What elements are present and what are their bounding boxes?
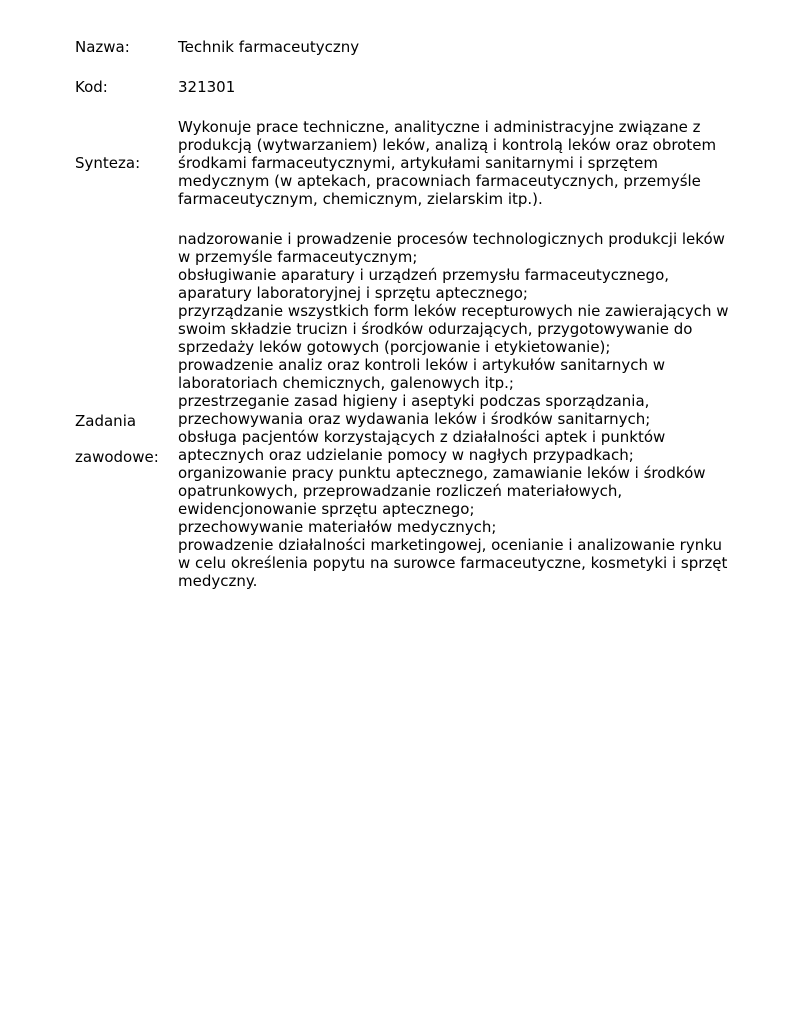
kod-value: 321301 xyxy=(178,78,236,96)
zadania-line: przechowywanie materiałów medycznych; xyxy=(178,518,497,536)
synteza-line: produkcją (wytwarzaniem) leków, analizą i kontrolą leków oraz obrotem xyxy=(178,136,717,154)
synteza-line: medycznym (w aptekach, pracowniach farmaceutycznych, przemyśle xyxy=(178,172,701,190)
zadania-line: w przemyśle farmaceutycznym; xyxy=(178,248,418,266)
synteza-line: farmaceutycznym, chemicznym, zielarskim itp.). xyxy=(178,190,543,208)
synteza-line: środkami farmaceutycznymi, artykułami sanitarnymi i sprzętem xyxy=(178,154,658,172)
zadania-line: obsługa pacjentów korzystających z działalności aptek i punktów xyxy=(178,428,666,446)
zadania-label xyxy=(75,394,175,484)
zadania-label-line: Zadania xyxy=(75,412,137,430)
zadania-line: ewidencjonowanie sprzętu aptecznego; xyxy=(178,500,475,518)
zadania-line: organizowanie pracy punktu aptecznego, zamawianie leków i środków xyxy=(178,464,706,482)
zadania-line: prowadzenie analiz oraz kontroli leków i artykułów sanitarnych w xyxy=(178,356,666,374)
nazwa-value: Technik farmaceutyczny xyxy=(178,38,360,56)
zadania-line: prowadzenie działalności marketingowej, ocenianie i analizowanie rynku xyxy=(178,536,722,554)
zadania-line: przestrzeganie zasad higieny i aseptyki podczas sporządzania, xyxy=(178,392,650,410)
zadania-line: opatrunkowych, przeprowadzanie rozliczeń materiałowych, xyxy=(178,482,623,500)
synteza-text xyxy=(178,118,758,208)
zadania-line: laboratoriach chemicznych, galenowych itp.; xyxy=(178,374,514,392)
zadania-text xyxy=(178,230,758,590)
zadania-line: przechowywania oraz wydawania leków i środków sanitarnych; xyxy=(178,410,651,428)
zadania-line: sprzedaży leków gotowych (porcjowanie i etykietowanie); xyxy=(178,338,611,356)
zadania-line: obsługiwanie aparatury i urządzeń przemysłu farmaceutycznego, xyxy=(178,266,670,284)
zadania-label-line: zawodowe: xyxy=(75,448,159,466)
zadania-line: swoim składzie trucizn i środków odurzających, przygotowywanie do xyxy=(178,320,693,338)
synteza-line: Wykonuje prace techniczne, analityczne i administracyjne związane z xyxy=(178,118,701,136)
zadania-line: w celu określenia popytu na surowce farmaceutyczne, kosmetyki i sprzęt xyxy=(178,554,728,572)
kod-label: Kod: xyxy=(75,78,108,96)
synteza-label: Synteza: xyxy=(75,154,141,172)
zadania-line: medyczny. xyxy=(178,572,258,590)
zadania-line: aptecznych oraz udzielanie pomocy w nagłych przypadkach; xyxy=(178,446,634,464)
zadania-line: nadzorowanie i prowadzenie procesów technologicznych produkcji leków xyxy=(178,230,725,248)
zadania-line: aparatury laboratoryjnej i sprzętu aptecznego; xyxy=(178,284,528,302)
nazwa-label: Nazwa: xyxy=(75,38,130,56)
zadania-line: przyrządzanie wszystkich form leków recepturowych nie zawierających w xyxy=(178,302,729,320)
